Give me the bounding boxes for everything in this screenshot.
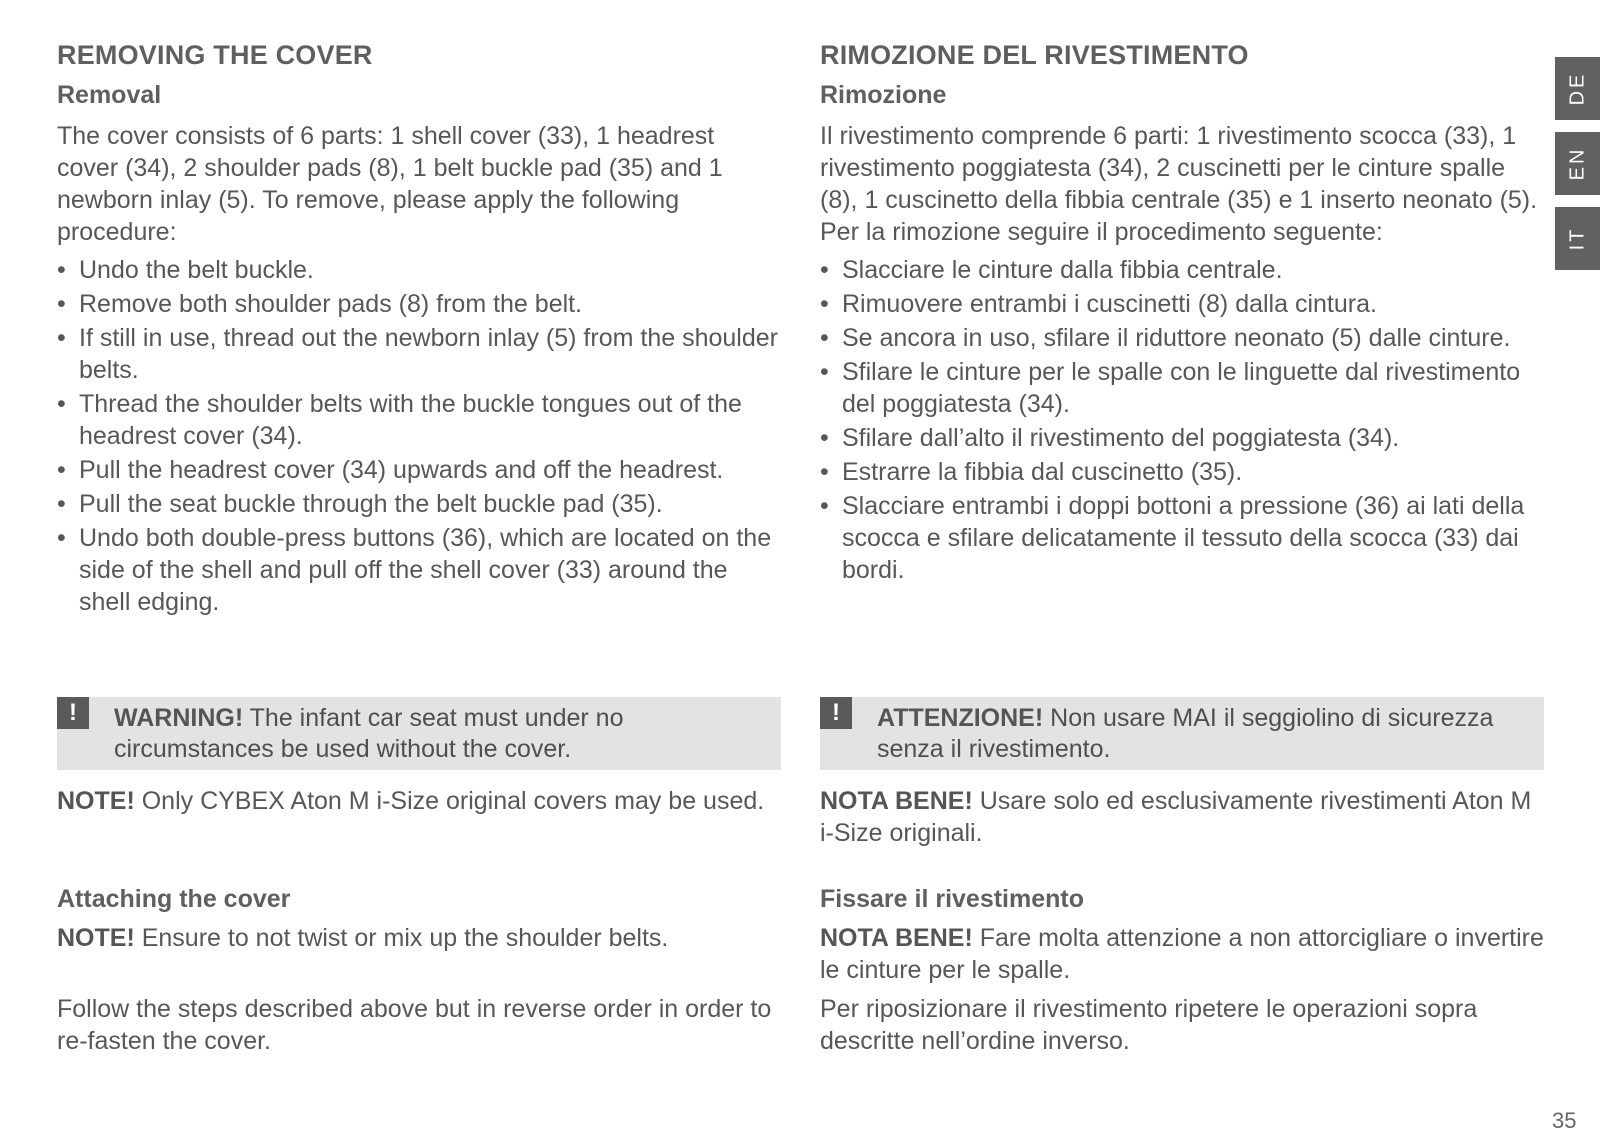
list-item: • Thread the shoulder belts with the buckle tongues out of the headrest cover (34).: [57, 388, 781, 452]
list-item: • Undo the belt buckle.: [57, 254, 781, 286]
warning-body: Non usare MAI il seggiolino di sicurezza senza il rivestimento.: [877, 704, 1494, 763]
warning-icon: !: [820, 697, 852, 729]
section-title: REMOVING THE COVER: [57, 40, 373, 70]
list-item: • Undo both double-press buttons (36), which are located on the side of the shell and pull off the shell cover (33) around the shell edging.: [57, 522, 781, 618]
note-body: Fare molta attenzione a non attorcigliare o invertire le cinture per le spalle.: [820, 924, 1544, 984]
tab-en: [1555, 132, 1600, 195]
intro-paragraph: The cover consists of 6 parts: 1 shell cover (33), 1 headrest cover (34), 2 shoulder pads (8), 1 belt buckle pad (35) and 1 newborn inlay (5). To remove, please apply the following procedure:: [57, 122, 723, 246]
tab-de: [1555, 57, 1600, 120]
note-body: Ensure to not twist or mix up the shoulder belts.: [134, 924, 669, 952]
tab-label: EN: [1565, 146, 1588, 181]
tab-label: IT: [1566, 226, 1588, 251]
list-item: • Sfilare le cinture per le spalle con le linguette dal rivestimento del poggiatesta (34).: [820, 356, 1544, 420]
english-column: [57, 40, 781, 1055]
note-body: Usare solo ed esclusivamente rivestimenti Aton M i-Size originali.: [820, 787, 1532, 847]
warning-body: The infant car seat must under no circumstances be used without the cover.: [114, 704, 624, 763]
closing-paragraph: Per riposizionare il rivestimento ripetere le operazioni sopra descritte nell’ordine inverso.: [820, 995, 1478, 1055]
list-item: • If still in use, thread out the newborn inlay (5) from the shoulder belts.: [57, 322, 781, 386]
warning-label: ATTENZIONE!: [877, 704, 1044, 732]
tab-label: DE: [1565, 71, 1588, 106]
warning-box: [57, 697, 781, 770]
warning-text: [114, 703, 769, 765]
note-shoulder-belts: [57, 922, 781, 954]
list-item: • Slacciare le cinture dalla fibbia centrale.: [820, 254, 1544, 286]
tab-it: [1555, 207, 1600, 270]
note-label: NOTE!: [57, 924, 135, 952]
italian-column: [820, 40, 1544, 1055]
note-shoulder-belts: [820, 922, 1544, 986]
list-item: • Estrarre la fibbia dal cuscinetto (35).: [820, 456, 1544, 488]
page-number: 35: [1552, 1108, 1577, 1133]
attach-heading: Fissare il rivestimento: [820, 885, 1085, 913]
note-original-covers: [57, 785, 781, 817]
removal-heading: Removal: [57, 81, 162, 109]
note-body: Only CYBEX Aton M i-Size original covers may be used.: [134, 787, 765, 815]
intro-paragraph: Il rivestimento comprende 6 parti: 1 rivestimento scocca (33), 1 rivestimento poggiatesta (34), 2 cuscinetti per le cinture spalle (8), 1 cuscinetto della fibbia centrale (35) e 1 inserto neonato (5). Per la rimozione seguire il procedimento seguente:: [820, 122, 1538, 246]
removal-steps-list: [820, 254, 1544, 586]
list-item: • Pull the seat buckle through the belt buckle pad (35).: [57, 488, 781, 520]
list-item: • Se ancora in uso, sfilare il riduttore neonato (5) dalle cinture.: [820, 322, 1544, 354]
list-item: • Remove both shoulder pads (8) from the belt.: [57, 288, 781, 320]
list-item: • Sfilare dall’alto il rivestimento del poggiatesta (34).: [820, 422, 1544, 454]
warning-label: WARNING!: [114, 704, 244, 732]
note-label: NOTE!: [57, 787, 135, 815]
warning-box: [820, 697, 1544, 770]
section-title: RIMOZIONE DEL RIVESTIMENTO: [820, 40, 1249, 70]
list-item: • Slacciare entrambi i doppi bottoni a pressione (36) ai lati della scocca e sfilare delicatamente il tessuto della scocca (33) dai bordi.: [820, 490, 1544, 586]
removal-steps-list: [57, 254, 781, 618]
list-item: • Pull the headrest cover (34) upwards and off the headrest.: [57, 454, 781, 486]
warning-icon: !: [57, 697, 89, 729]
list-item: • Rimuovere entrambi i cuscinetti (8) dalla cintura.: [820, 288, 1544, 320]
note-original-covers: [820, 785, 1544, 849]
warning-text: [877, 703, 1532, 765]
attach-heading: Attaching the cover: [57, 885, 291, 913]
removal-heading: Rimozione: [820, 81, 947, 109]
note-label: NOTA BENE!: [820, 787, 973, 815]
note-label: NOTA BENE!: [820, 924, 973, 952]
closing-paragraph: Follow the steps described above but in reverse order in order to re-fasten the cover.: [57, 995, 772, 1055]
